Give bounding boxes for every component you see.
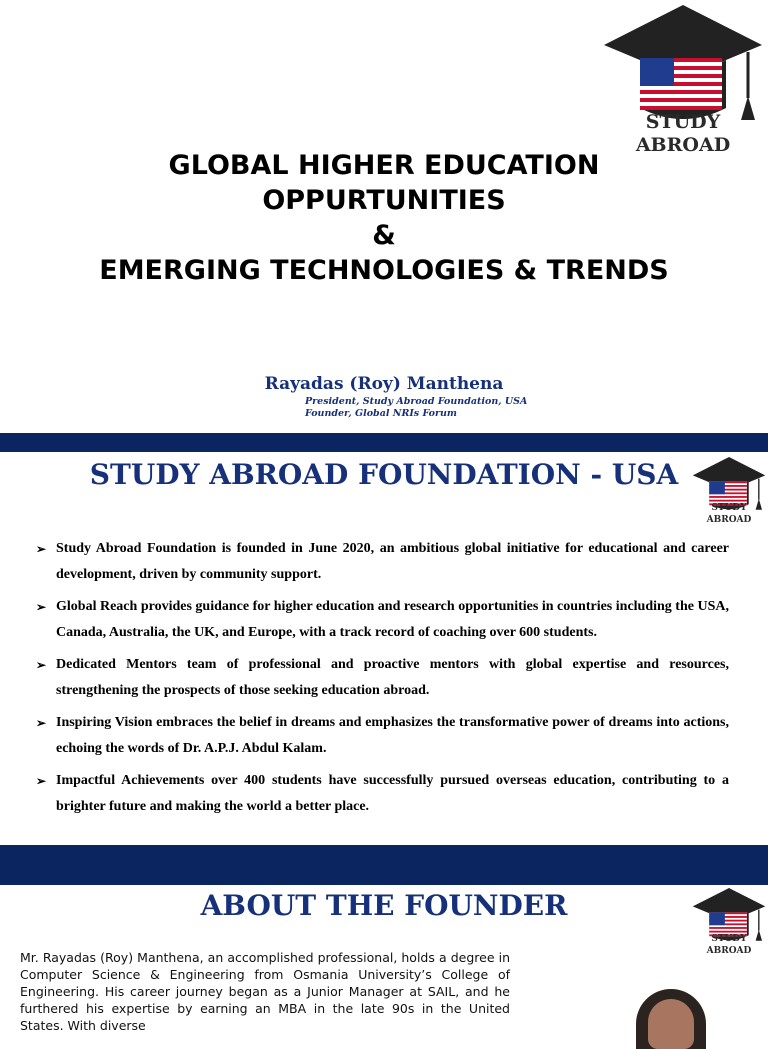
logo-text-line2: ABROAD [706, 515, 752, 525]
slide-heading: STUDY ABROAD FOUNDATION - USA [89, 458, 679, 491]
presenter-name: Rayadas (Roy) Manthena [264, 374, 504, 394]
list-item [36, 710, 729, 762]
logo-text-line1: STUDY [711, 503, 747, 513]
arrow-bullet-icon: ➢ [36, 716, 47, 730]
study-abroad-logo [690, 885, 768, 959]
title-line: OPPURTUNITIES [262, 185, 506, 216]
title-line: GLOBAL HIGHER EDUCATION [168, 150, 600, 181]
founder-photo [636, 989, 706, 1049]
list-item [36, 652, 729, 704]
bullet-list [36, 536, 729, 826]
bullet-text: Inspiring Vision embraces the belief in dreams and emphasizes the transformative power of dreams into actions, echoing the words of Dr. A.P.J. Abdul Kalam. [56, 715, 729, 756]
list-item [36, 594, 729, 646]
study-abroad-logo [598, 0, 768, 158]
title-line: & [372, 220, 396, 251]
logo-text-line1: STUDY [645, 111, 721, 133]
logo-text-line2: ABROAD [635, 134, 731, 156]
presenter-roles [305, 396, 527, 420]
presenter-role: Founder, Global NRIs Forum [305, 408, 457, 419]
bullet-text: Impactful Achievements over 400 students have successfully pursued overseas education, contributing to a brighter future and making the world a better place. [56, 773, 729, 814]
bullet-text: Study Abroad Foundation is founded in June 2020, an ambitious global initiative for educational and career development, driven by community support. [56, 541, 729, 582]
arrow-bullet-icon: ➢ [36, 542, 47, 556]
arrow-bullet-icon: ➢ [36, 658, 47, 672]
founder-face [648, 999, 694, 1049]
title-slide [0, 0, 768, 433]
bullet-text: Dedicated Mentors team of professional and proactive mentors with global expertise and resources, strengthening the prospects of those seeking education abroad. [56, 657, 729, 698]
presenter-role: President, Study Abroad Foundation, USA [305, 396, 528, 407]
foundation-slide [0, 452, 768, 845]
logo-text-line2: ABROAD [706, 946, 752, 956]
list-item [36, 536, 729, 588]
arrow-bullet-icon: ➢ [36, 774, 47, 788]
bullet-text: Global Reach provides guidance for higher education and research opportunities in countries including the USA, Canada, Australia, the UK, and Europe, with a track record of coaching over 600 students. [56, 599, 729, 640]
list-item [36, 768, 729, 820]
slide-divider [0, 845, 768, 885]
study-abroad-logo [690, 454, 768, 528]
presentation-title [0, 148, 768, 288]
founder-slide [0, 885, 768, 1033]
logo-text-line1: STUDY [711, 934, 747, 944]
founder-bio: Mr. Rayadas (Roy) Manthena, an accomplished professional, holds a degree in Computer Science & Engineering from Osmania University’s College of Engineering. His career journey began as a Junior Manager at SAIL, and he furthered his expertise by earning an MBA in the late 90s in the United States. With diverse [20, 950, 510, 1033]
arrow-bullet-icon: ➢ [36, 600, 47, 614]
slide-heading: ABOUT THE FOUNDER [200, 889, 568, 922]
slide-divider [0, 433, 768, 452]
title-line: EMERGING TECHNOLOGIES & TRENDS [99, 255, 669, 286]
